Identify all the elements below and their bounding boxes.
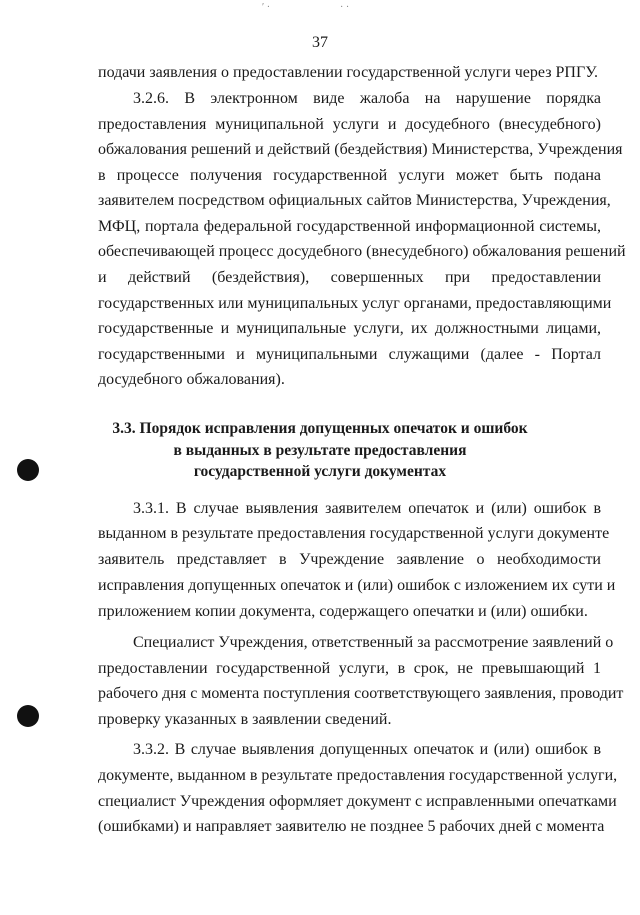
paragraph-line: предоставлении государственной услуги, в срок, не превышающий 1 [98,660,601,677]
paragraph-line: 3.3.2. В случае выявления допущенных опечаток и (или) ошибок в [133,741,601,758]
paragraph-line: проверку указанных в заявлении сведений. [98,711,392,728]
paragraph-line: заявителем посредством официальных сайтов Министерства, Учреждения, [98,192,611,209]
paragraph-line: обжалования решений и действий (бездействия) Министерства, Учреждения [98,141,623,158]
scan-speck: ′ · [262,2,271,13]
paragraph-line: 3.3.1. В случае выявления заявителем опечаток и (или) ошибок в [133,500,601,517]
paragraph-line: подачи заявления о предоставлении государственной услуги через РПГУ. [98,64,598,81]
section-heading: государственной услуги документах [193,463,447,480]
paragraph-line: предоставления муниципальной услуги и досудебного (внесудебного) [98,116,601,133]
paragraph-line: государственных или муниципальных услуг органами, предоставляющими [98,295,612,312]
paragraph-line: 3.2.6. В электронном виде жалоба на нарушение порядка [133,90,601,107]
paragraph-line: МФЦ, портала федеральной государственной информационной системы, [98,218,601,235]
paragraph-line: досудебного обжалования). [98,371,285,388]
paragraph-line: рабочего дня с момента поступления соответствующего заявления, проводит [98,685,624,702]
scan-speck: · · [340,2,350,13]
section-heading: 3.3. Порядок исправления допущенных опечаток и ошибок [112,420,528,437]
paragraph-line: приложением копии документа, содержащего опечатки и (или) ошибки. [98,603,588,620]
paragraph-line: исправления допущенных опечаток и (или) ошибок с изложением их сути и [98,577,616,594]
paragraph-line: заявитель представляет в Учреждение заявление о необходимости [98,551,601,568]
punch-hole [17,705,39,727]
paragraph-line: и действий (бездействия), совершенных при предоставлении [98,269,601,286]
paragraph-line: в процессе получения государственной услуги может быть подана [98,167,601,184]
paragraph-line: специалист Учреждения оформляет документ с исправленными опечатками [98,793,617,810]
paragraph-line: государственными и муниципальными служащими (далее - Портал [98,346,601,363]
paragraph-line: государственные и муниципальные услуги, их должностными лицами, [98,320,601,337]
paragraph-line: выданном в результате предоставления государственной услуги документе [98,525,610,542]
paragraph-line: документе, выданном в результате предоставления государственной услуги, [98,767,618,784]
section-heading: в выданных в результате предоставления [173,442,467,459]
paragraph-line: (ошибками) и направляет заявителю не позднее 5 рабочих дней с момента [98,818,605,835]
paragraph-line: обеспечивающей процесс досудебного (внесудебного) обжалования решений [98,243,626,260]
paragraph-line: Специалист Учреждения, ответственный за рассмотрение заявлений о [133,634,614,651]
page-number: 37 [312,34,328,51]
punch-hole [17,459,39,481]
